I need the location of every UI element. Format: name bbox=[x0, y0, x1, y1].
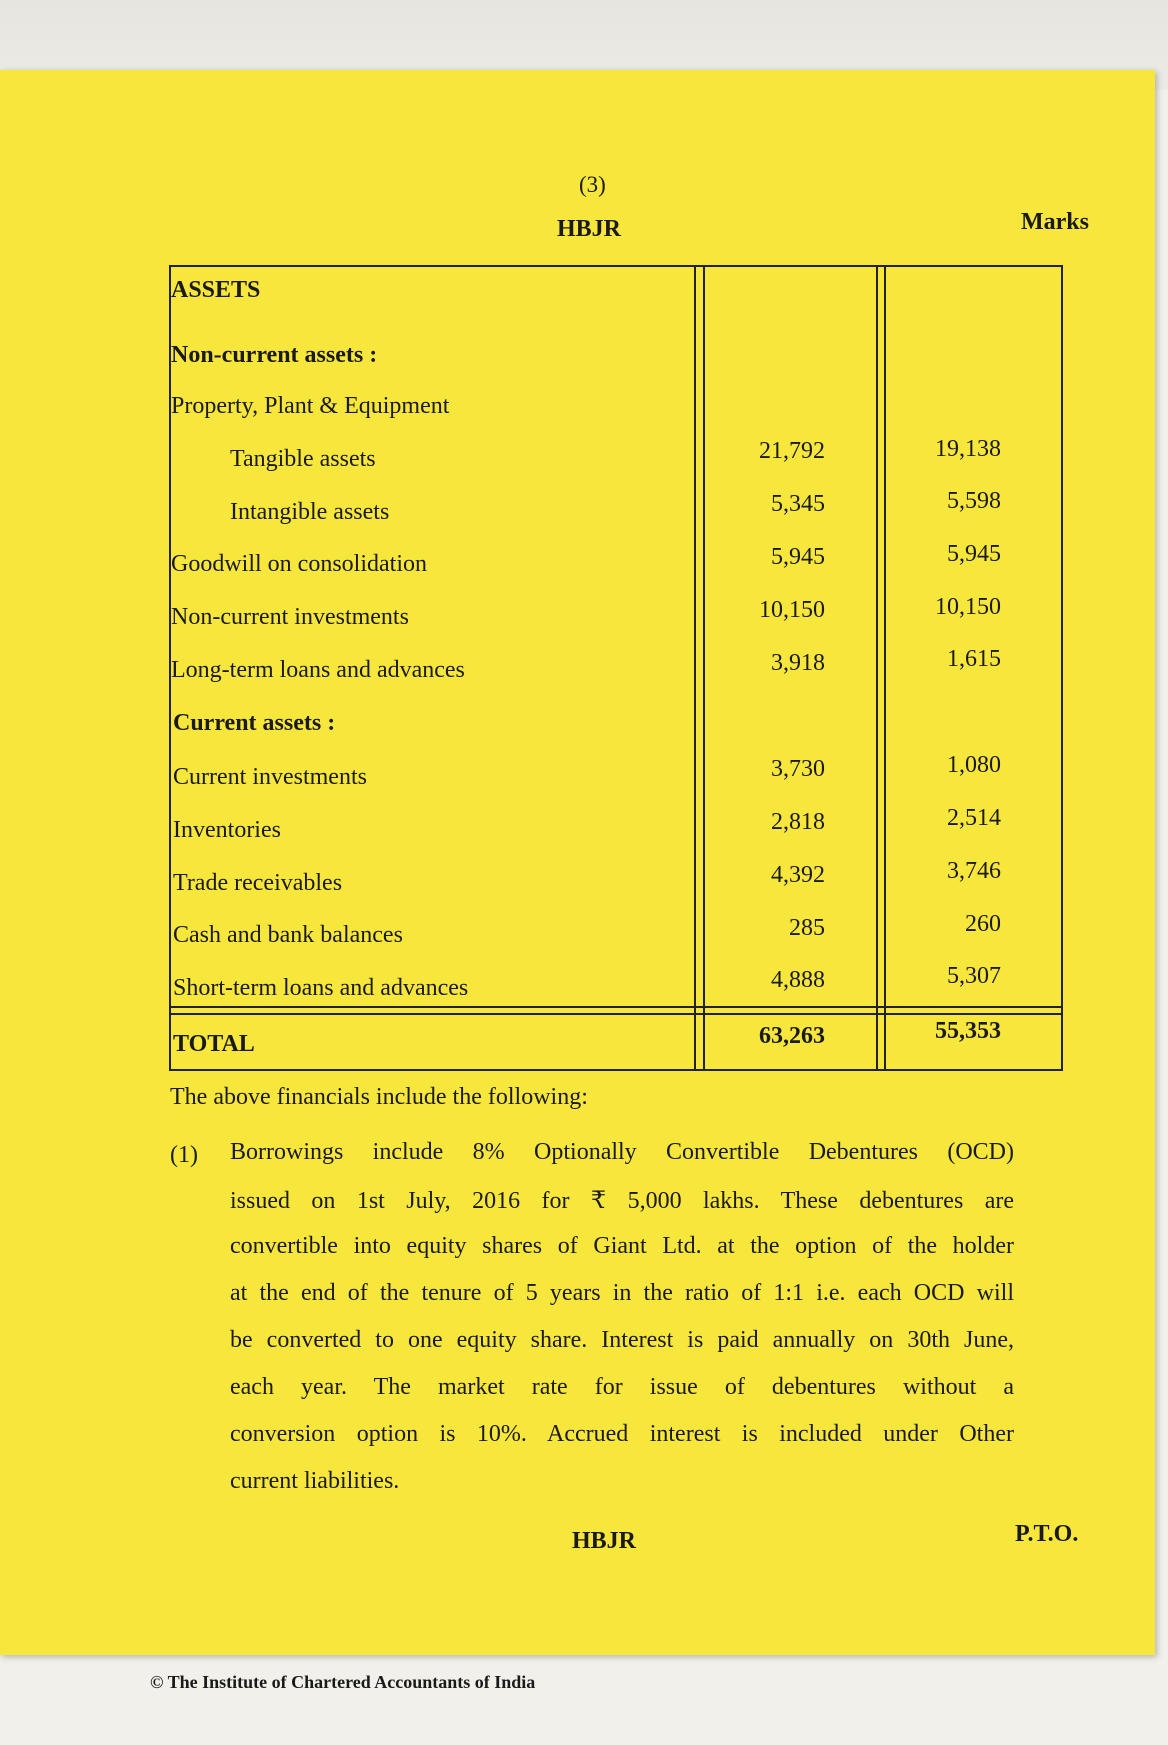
note-text-line: be converted to one equity share. Interest is paid annually on 30th June, bbox=[230, 1327, 1014, 1353]
current-year-value: 3,918 bbox=[771, 650, 825, 676]
row-label: Cash and bank balances bbox=[173, 922, 403, 948]
row-label: Intangible assets bbox=[230, 499, 390, 525]
previous-year-value: 5,598 bbox=[947, 488, 1001, 514]
row-label: Current investments bbox=[173, 764, 367, 790]
row-label: Long-term loans and advances bbox=[171, 657, 465, 683]
row-label: Trade receivables bbox=[173, 870, 343, 896]
row-label: Non-current investments bbox=[171, 604, 409, 630]
previous-year-total: 55,353 bbox=[935, 1018, 1001, 1044]
previous-year-value: 5,945 bbox=[947, 541, 1001, 567]
note-text-line: issued on 1st July, 2016 for ₹ 5,000 lakhs. These debentures are bbox=[230, 1188, 1014, 1214]
previous-year-value: 1,615 bbox=[947, 646, 1001, 672]
current-year-value: 285 bbox=[789, 915, 825, 941]
previous-year-value: 5,307 bbox=[947, 963, 1001, 989]
current-year-value: 10,150 bbox=[759, 597, 825, 623]
notes-intro: The above financials include the following: bbox=[170, 1084, 588, 1110]
note-text-line: each year. The market rate for issue of debentures without a bbox=[230, 1374, 1014, 1400]
footer-paper-code: HBJR bbox=[572, 1528, 637, 1554]
current-year-value: 4,392 bbox=[771, 862, 825, 888]
marks-column-label: Marks bbox=[1021, 209, 1089, 235]
row-label: Inventories bbox=[173, 817, 281, 843]
column-divider bbox=[876, 265, 878, 1071]
row-label: Tangible assets bbox=[230, 446, 376, 472]
current-year-total: 63,263 bbox=[759, 1023, 825, 1049]
section-heading-non-current: Non-current assets : bbox=[171, 342, 378, 368]
previous-year-value: 2,514 bbox=[947, 805, 1001, 831]
current-year-value: 5,345 bbox=[771, 491, 825, 517]
current-year-value: 5,945 bbox=[771, 544, 825, 570]
row-label: Property, Plant & Equipment bbox=[171, 393, 450, 419]
current-year-value: 21,792 bbox=[759, 438, 825, 464]
paper-code: HBJR bbox=[557, 216, 622, 242]
total-rule bbox=[169, 1013, 1061, 1015]
current-year-value: 3,730 bbox=[771, 756, 825, 782]
please-turn-over: P.T.O. bbox=[1015, 1521, 1079, 1547]
column-divider bbox=[694, 265, 696, 1071]
section-heading-current: Current assets : bbox=[173, 710, 336, 736]
table-heading-assets: ASSETS bbox=[171, 277, 261, 303]
previous-year-value: 3,746 bbox=[947, 858, 1001, 884]
page-number: (3) bbox=[579, 172, 606, 197]
note-number: (1) bbox=[170, 1142, 198, 1168]
current-year-value: 2,818 bbox=[771, 809, 825, 835]
previous-year-value: 1,080 bbox=[947, 752, 1001, 778]
note-text-line: Borrowings include 8% Optionally Convertible Debentures (OCD) bbox=[230, 1139, 1014, 1165]
previous-year-value: 19,138 bbox=[935, 436, 1001, 462]
total-label: TOTAL bbox=[173, 1031, 255, 1057]
note-text-line: conversion option is 10%. Accrued interest is included under Other bbox=[230, 1421, 1014, 1447]
total-rule bbox=[169, 1006, 1061, 1008]
row-label: Short-term loans and advances bbox=[173, 975, 469, 1001]
row-label: Goodwill on consolidation bbox=[171, 551, 427, 577]
previous-year-value: 260 bbox=[965, 911, 1001, 937]
previous-year-value: 10,150 bbox=[935, 594, 1001, 620]
note-text-line: convertible into equity shares of Giant Ltd. at the option of the holder bbox=[230, 1233, 1014, 1259]
current-year-value: 4,888 bbox=[771, 967, 825, 993]
copyright-notice: © The Institute of Chartered Accountants of India bbox=[150, 1672, 536, 1692]
note-text-line: current liabilities. bbox=[230, 1468, 400, 1494]
note-text-line: at the end of the tenure of 5 years in the ratio of 1:1 i.e. each OCD will bbox=[230, 1280, 1014, 1306]
